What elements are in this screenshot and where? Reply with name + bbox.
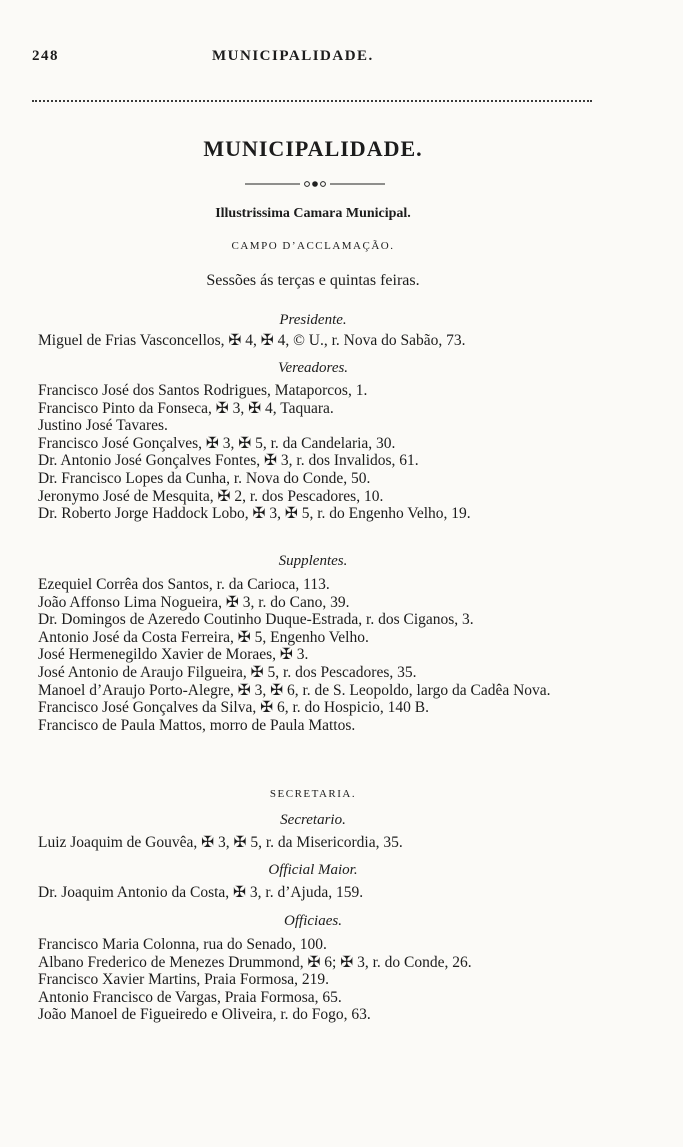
list-item: Francisco José Gonçalves, ✠ 3, ✠ 5, r. da Candelaria, 30. bbox=[38, 434, 396, 452]
heading-vereadores: Vereadores. bbox=[277, 360, 349, 376]
running-title: MUNICIPALIDADE. bbox=[212, 48, 374, 64]
list-item: Francisco Maria Colonna, rua do Senado, 100. bbox=[38, 936, 327, 953]
heading-officiaes: Officiaes. bbox=[284, 913, 342, 929]
list-item: Francisco de Paula Mattos, morro de Paula Mattos. bbox=[38, 716, 356, 734]
list-item: Justino José Tavares. bbox=[38, 417, 168, 435]
list-item: Dr. Francisco Lopes da Cunha, r. Nova do Conde, 50. bbox=[38, 469, 371, 487]
list-item: Luiz Joaquim de Gouvêa, ✠ 3, ✠ 5, r. da Misericordia, 35. bbox=[38, 834, 403, 851]
vereadores-list bbox=[38, 382, 618, 523]
list-item: José Antonio de Araujo Filgueira, ✠ 5, r. dos Pescadores, 35. bbox=[38, 663, 417, 681]
supplentes-list bbox=[38, 576, 618, 734]
list-item: Francisco Xavier Martins, Praia Formosa, 219. bbox=[38, 971, 329, 989]
heading-official-maior: Official Maior. bbox=[268, 862, 358, 878]
heading-supplentes: Supplentes. bbox=[278, 553, 348, 569]
presidente-list bbox=[38, 332, 618, 350]
list-item: Manoel d’Araujo Porto-Alegre, ✠ 3, ✠ 6, r. de S. Leopoldo, largo da Cadêa Nova. bbox=[38, 681, 551, 699]
list-item: Dr. Antonio José Gonçalves Fontes, ✠ 3, r. dos Invalidos, 61. bbox=[38, 452, 419, 470]
subtitle: Illustrissima Camara Municipal. bbox=[215, 206, 411, 221]
running-header bbox=[32, 48, 612, 70]
location: CAMPO D’ACCLAMAÇÃO. bbox=[231, 240, 395, 252]
secretario-list bbox=[38, 834, 618, 852]
list-item: Miguel de Frias Vasconcellos, ✠ 4, ✠ 4, © U., r. Nova do Sabão, 73. bbox=[38, 332, 466, 349]
list-item: Ezequiel Corrêa dos Santos, r. da Carioca, 113. bbox=[38, 576, 330, 593]
heading-presidente: Presidente. bbox=[279, 312, 347, 328]
heading-secretaria: SECRETARIA. bbox=[269, 788, 357, 800]
sessions-note: Sessões ás terças e quintas feiras. bbox=[206, 272, 420, 289]
page-title: MUNICIPALIDADE. bbox=[203, 136, 423, 161]
list-item: João Affonso Lima Nogueira, ✠ 3, r. do Cano, 39. bbox=[38, 593, 350, 611]
list-item: Jeronymo José de Mesquita, ✠ 2, r. dos Pescadores, 10. bbox=[38, 487, 384, 505]
header-rule bbox=[32, 100, 592, 102]
official-maior-list bbox=[38, 884, 618, 902]
list-item: Antonio José da Costa Ferreira, ✠ 5, Engenho Velho. bbox=[38, 628, 369, 646]
list-item: Dr. Roberto Jorge Haddock Lobo, ✠ 3, ✠ 5, r. do Engenho Velho, 19. bbox=[38, 505, 471, 523]
list-item: Francisco José Gonçalves da Silva, ✠ 6, r. do Hospicio, 140 B. bbox=[38, 699, 429, 717]
list-item: José Hermenegildo Xavier de Moraes, ✠ 3. bbox=[38, 646, 309, 664]
officiaes-list bbox=[38, 936, 618, 1024]
list-item: Albano Frederico de Menezes Drummond, ✠ 6; ✠ 3, r. do Conde, 26. bbox=[38, 953, 472, 971]
list-item: Francisco José dos Santos Rodrigues, Mataporcos, 1. bbox=[38, 382, 368, 399]
list-item: Francisco Pinto da Fonseca, ✠ 3, ✠ 4, Taquara. bbox=[38, 399, 334, 417]
title-ornament bbox=[245, 180, 385, 188]
list-item: Antonio Francisco de Vargas, Praia Formosa, 65. bbox=[38, 988, 342, 1006]
heading-secretario: Secretario. bbox=[280, 812, 346, 828]
list-item: Dr. Joaquim Antonio da Costa, ✠ 3, r. d’Ajuda, 159. bbox=[38, 884, 364, 901]
list-item: Dr. Domingos de Azeredo Coutinho Duque-Estrada, r. dos Ciganos, 3. bbox=[38, 611, 474, 629]
page-number: 248 bbox=[32, 48, 59, 64]
list-item: João Manoel de Figueiredo e Oliveira, r. do Fogo, 63. bbox=[38, 1006, 371, 1024]
